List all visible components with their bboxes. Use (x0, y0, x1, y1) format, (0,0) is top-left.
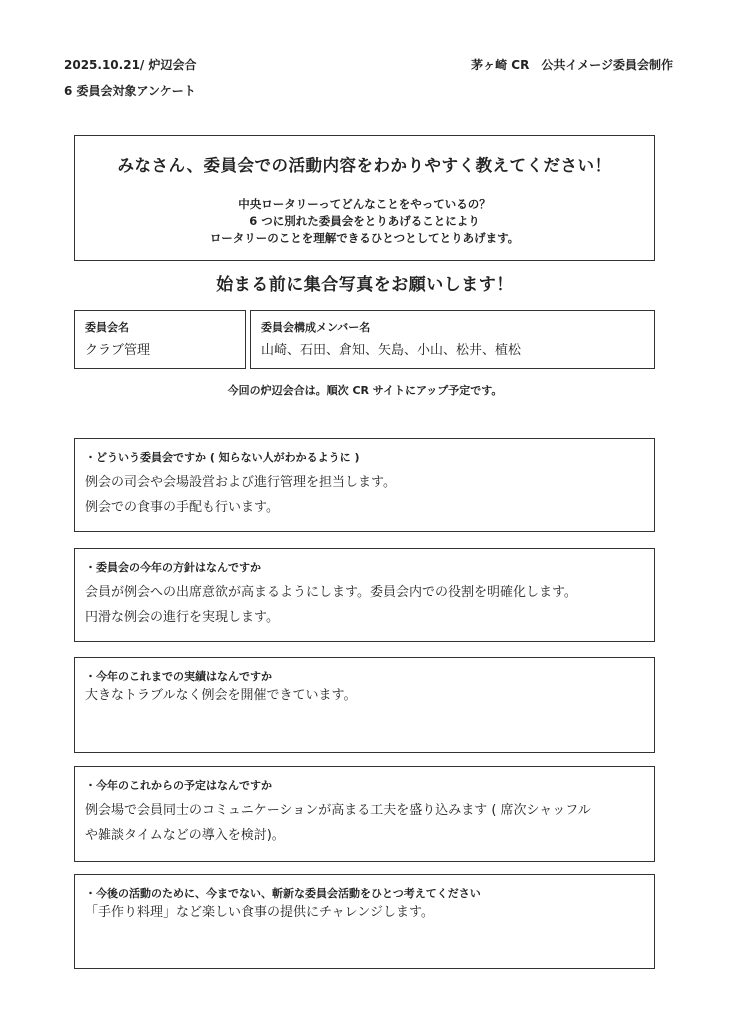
question-label: ・今後の活動のために、今までない、斬新な委員会活動をひとつ考えてください (85, 887, 481, 900)
answer-line: 円滑な例会の進行を実現します。 (85, 610, 279, 625)
intro-heading: みなさん、委員会での活動内容をわかりやすく教えてください！ (117, 156, 612, 175)
answer-text (85, 580, 644, 630)
committee-members-label: 委員会構成メンバー名 (261, 321, 371, 334)
question-label: ・今年のこれからの予定はなんですか (85, 779, 272, 792)
question-label: ・委員会の今年の方針はなんですか (85, 561, 261, 574)
question-box (74, 874, 655, 969)
answer-text (85, 470, 644, 520)
answer-line: 会員が例会への出席意欲が高まるようにします。委員会内での役割を明確化します。 (85, 585, 577, 600)
answer-line: 例会の司会や会場設営および進行管理を担当します。 (85, 475, 396, 490)
answer-text (85, 798, 644, 848)
organizer: 茅ヶ崎 CR 公共イメージ委員会制作 (471, 58, 673, 72)
intro-line: ロータリーのことを理解できるひとつとしてとりあげます。 (209, 231, 520, 245)
intro-box (74, 135, 655, 261)
meeting-date: 2025.10.21/ 炉辺会合 (64, 58, 197, 72)
answer-line: 大きなトラブルなく例会を開催できています。 (85, 688, 357, 703)
intro-line: 6 つに別れた委員会をとりあげることにより (249, 214, 480, 228)
committee-members-box (250, 310, 655, 369)
answer-text (85, 683, 644, 708)
question-label: ・今年のこれまでの実績はなんですか (85, 670, 272, 683)
answer-line: 例会場で会員同士のコミュニケーションが高まる工夫を盛り込みます ( 席次シャッフル (85, 803, 591, 818)
question-label: ・どういう委員会ですか ( 知らない人がわかるように ) (85, 451, 360, 464)
answer-text (85, 900, 644, 925)
answer-line: 「手作り料理」など楽しい食事の提供にチャレンジします。 (85, 905, 434, 920)
answer-line: 例会での食事の手配も行います。 (85, 500, 279, 515)
committee-name-label: 委員会名 (85, 321, 129, 334)
photo-request: 始まる前に集合写真をお願いします！ (216, 275, 514, 295)
committee-name-box (74, 310, 246, 369)
answer-line: や雑談タイムなどの導入を検討)。 (85, 828, 285, 843)
question-box (74, 438, 655, 532)
committee-name-value: クラブ管理 (85, 343, 151, 358)
intro-line: 中央ロータリーってどんなことをやっているの？ (238, 197, 491, 211)
survey-title: 6 委員会対象アンケート (64, 84, 196, 98)
question-box (74, 548, 655, 642)
upload-notice: 今回の炉辺会合は。順次 CR サイトにアップ予定です。 (227, 384, 503, 397)
committee-members-value: 山崎、石田、倉知、矢島、小山、松井、植松 (261, 343, 522, 358)
question-box (74, 657, 655, 753)
question-box (74, 766, 655, 862)
